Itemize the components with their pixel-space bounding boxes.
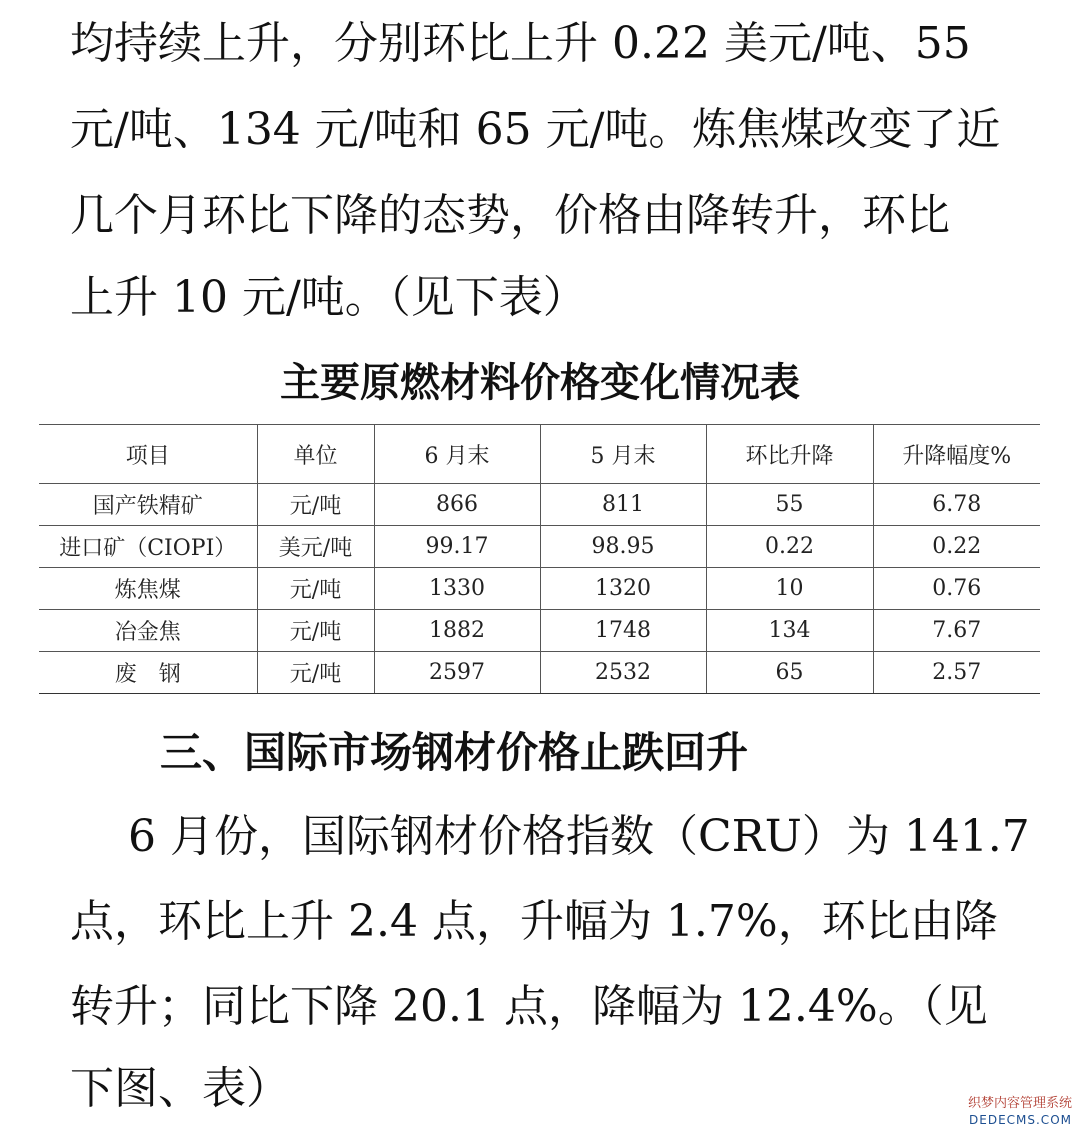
table-cell: 2597 <box>374 652 540 694</box>
table-cell: 0.22 <box>706 526 873 568</box>
table-row <box>39 526 1040 568</box>
table-cell: 进口矿（CIOPI） <box>39 526 257 568</box>
paragraph-line: 6 月份，国际钢材价格指数（CRU）为 141.7 <box>70 811 1030 862</box>
table-cell: 元/吨 <box>257 610 374 652</box>
watermark <box>968 1096 1072 1128</box>
table-cell: 1320 <box>540 568 706 610</box>
table-cell: 1882 <box>374 610 540 652</box>
table-cell: 冶金焦 <box>39 610 257 652</box>
table-title: 主要原燃材料价格变化情况表 <box>280 360 800 406</box>
column-header-unit: 单位 <box>257 425 374 484</box>
column-header-mom-change: 环比升降 <box>706 425 873 484</box>
table-cell: 55 <box>706 484 873 526</box>
price-change-table <box>39 424 1040 694</box>
table-cell: 2532 <box>540 652 706 694</box>
table-cell: 99.17 <box>374 526 540 568</box>
table-cell: 元/吨 <box>257 568 374 610</box>
watermark-domain: DEDECMS.COM <box>969 1113 1072 1127</box>
table-cell: 98.95 <box>540 526 706 568</box>
table-cell: 134 <box>706 610 873 652</box>
table-cell: 0.76 <box>873 568 1040 610</box>
table-cell: 元/吨 <box>257 484 374 526</box>
paragraph-line: 点，环比上升 2.4 点，升幅为 1.7%，环比由降 <box>70 896 998 947</box>
paragraph-line: 转升；同比下降 20.1 点，降幅为 12.4%。（见 <box>70 981 988 1032</box>
paragraph-line: 上升 10 元/吨。（见下表） <box>70 272 587 323</box>
table-row <box>39 652 1040 694</box>
table-cell: 2.57 <box>873 652 1040 694</box>
table-cell: 6.78 <box>873 484 1040 526</box>
table-cell: 国产铁精矿 <box>39 484 257 526</box>
paragraph-line: 下图、表） <box>70 1063 290 1114</box>
paragraph-line: 元/吨、134 元/吨和 65 元/吨。炼焦煤改变了近 <box>70 104 1001 155</box>
section-heading: 三、国际市场钢材价格止跌回升 <box>160 728 749 777</box>
table-cell: 65 <box>706 652 873 694</box>
table-cell: 1748 <box>540 610 706 652</box>
column-header-june-end: 6 月末 <box>374 425 540 484</box>
table-cell: 7.67 <box>873 610 1040 652</box>
table-cell: 0.22 <box>873 526 1040 568</box>
table-row <box>39 610 1040 652</box>
table-cell: 元/吨 <box>257 652 374 694</box>
watermark-title: 织梦内容管理系统 <box>967 1096 1072 1111</box>
column-header-item: 项目 <box>39 425 257 484</box>
table-row <box>39 484 1040 526</box>
table-cell: 866 <box>374 484 540 526</box>
table-row <box>39 568 1040 610</box>
table-cell: 炼焦煤 <box>39 568 257 610</box>
paragraph-line: 几个月环比下降的态势，价格由降转升，环比 <box>70 190 950 241</box>
table-cell: 1330 <box>374 568 540 610</box>
table-cell: 811 <box>540 484 706 526</box>
column-header-may-end: 5 月末 <box>540 425 706 484</box>
column-header-change-percent: 升降幅度% <box>873 425 1040 484</box>
table-cell: 废 钢 <box>39 652 257 694</box>
paragraph-line: 均持续上升，分别环比上升 0.22 美元/吨、55 <box>70 18 971 69</box>
table-header-row <box>39 425 1040 484</box>
table-cell: 10 <box>706 568 873 610</box>
table-cell: 美元/吨 <box>257 526 374 568</box>
